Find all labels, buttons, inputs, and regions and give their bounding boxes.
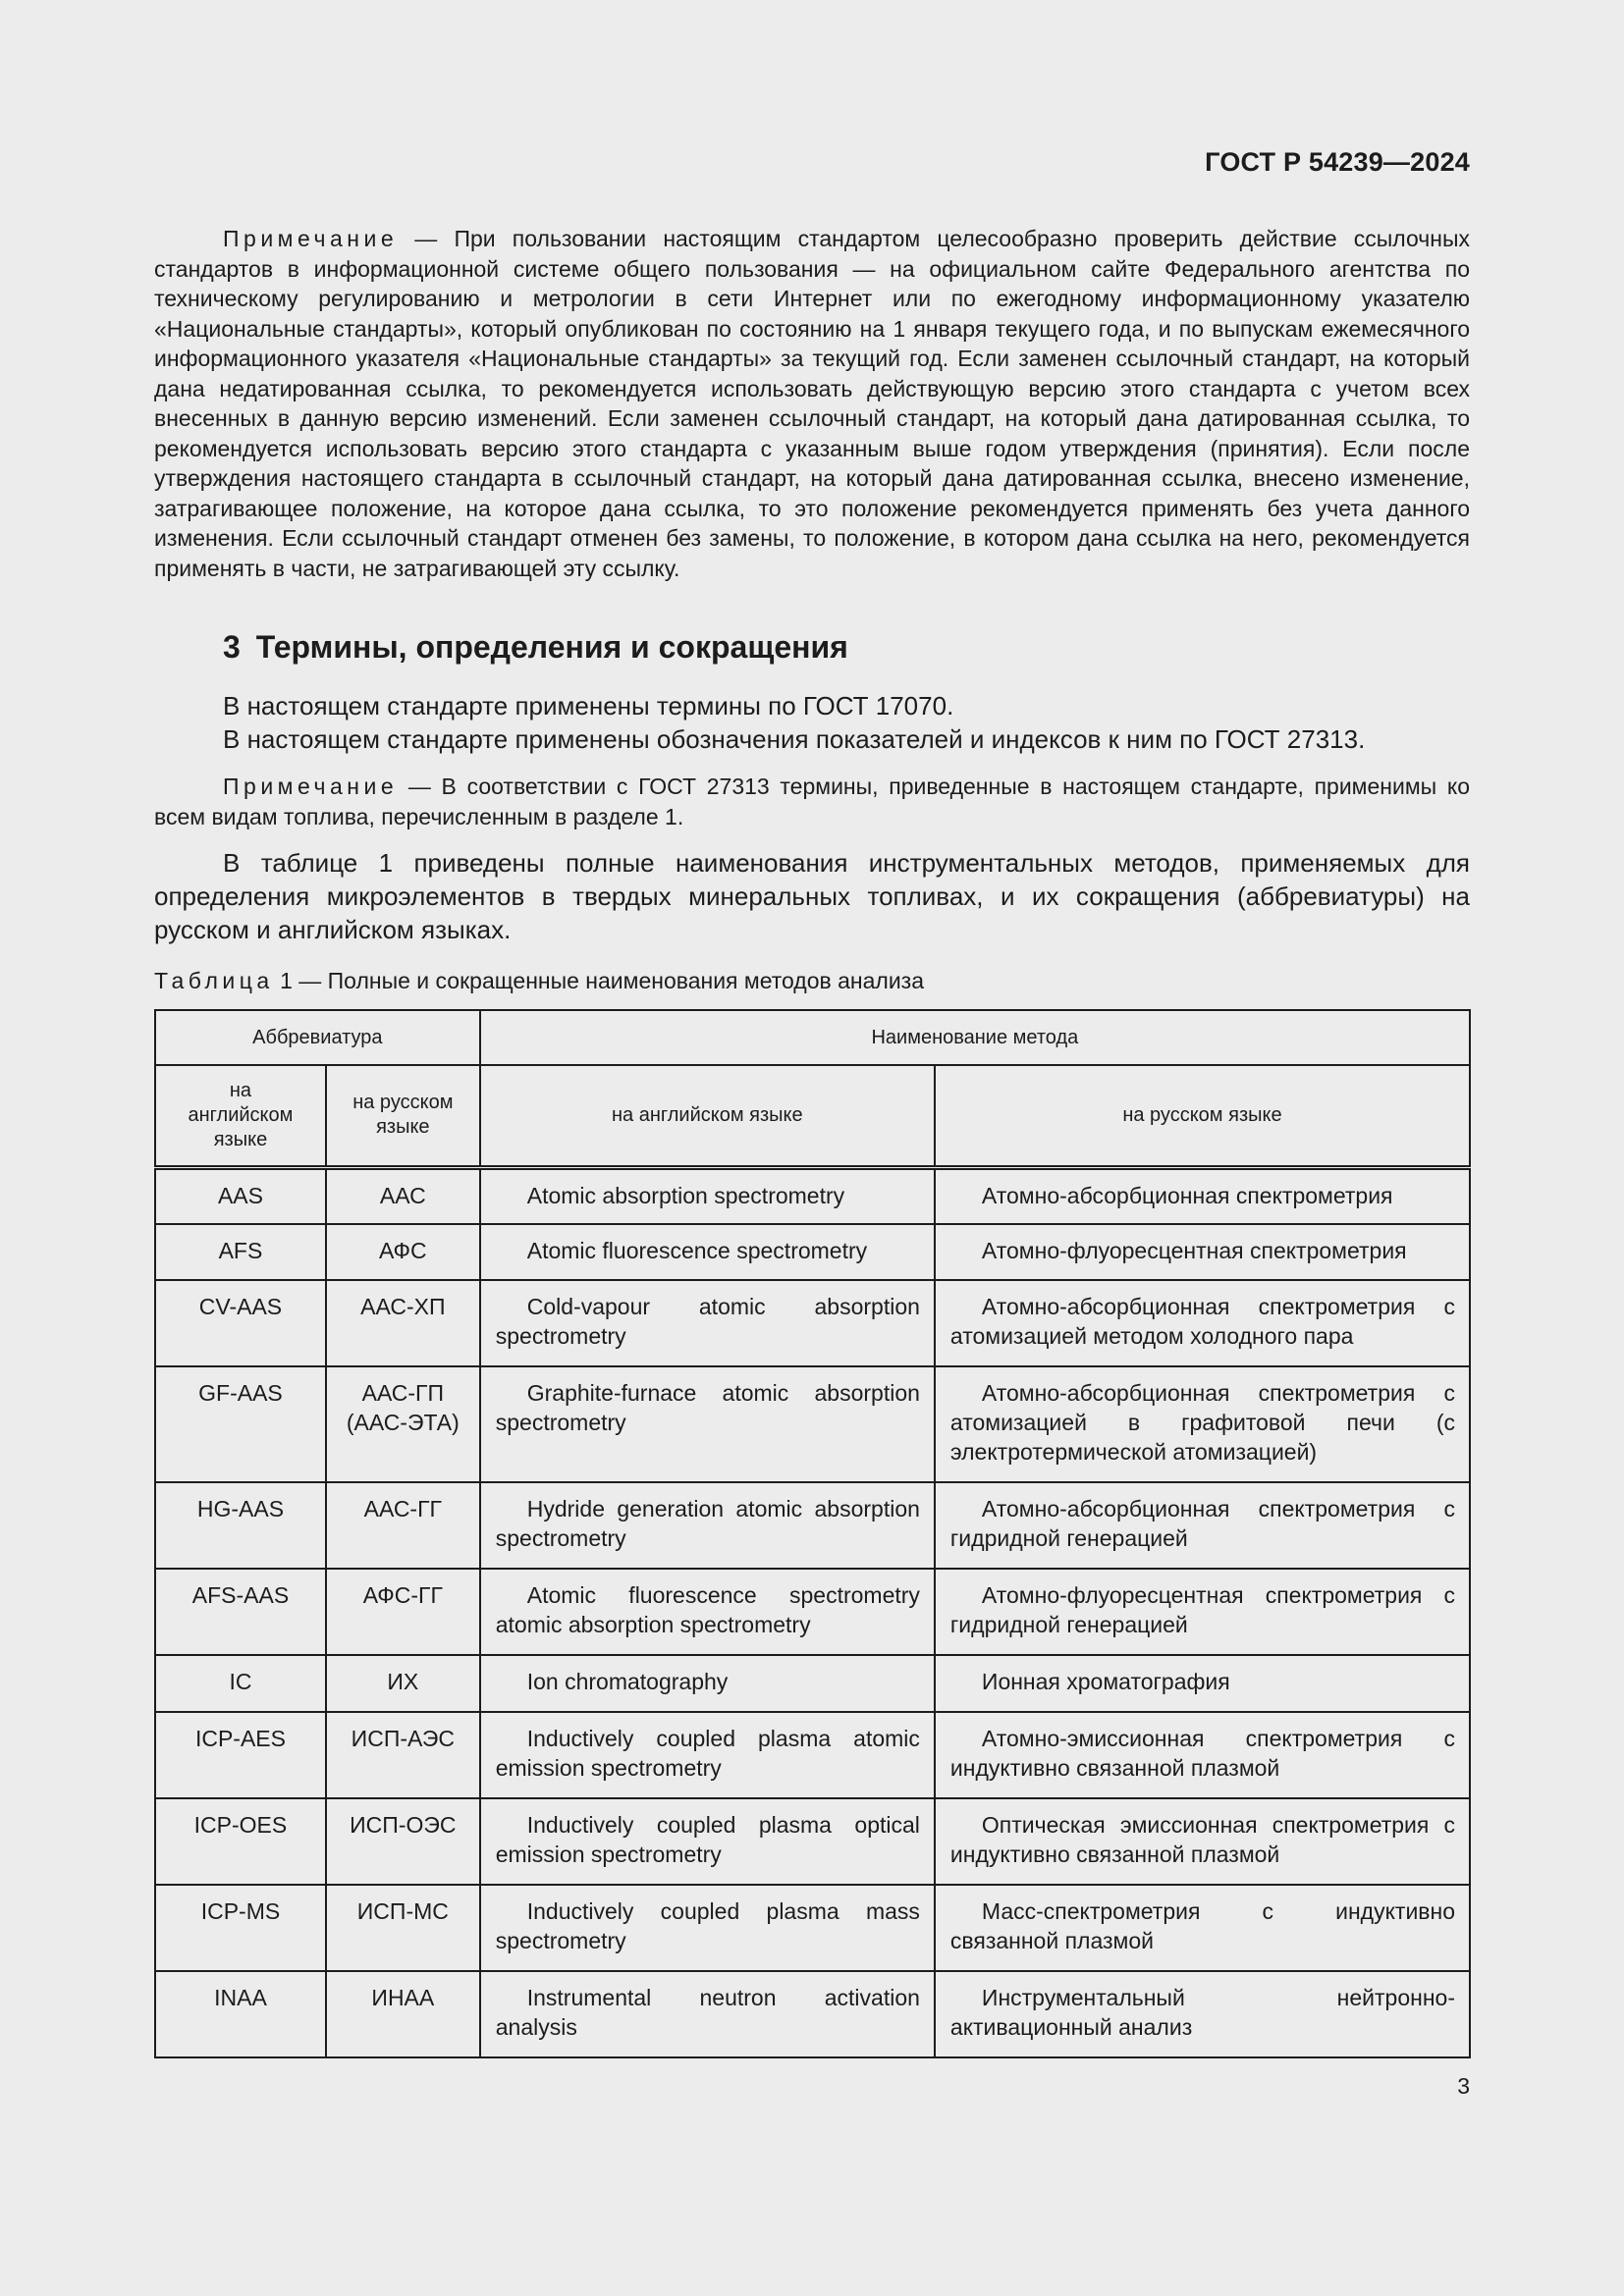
cell-name-russian: Атомно-флуоресцентная спектрометрия с гидридной генерацией xyxy=(935,1569,1470,1655)
cell-name-russian: Атомно-эмиссионная спектрометрия с индуктивно связанной плазмой xyxy=(935,1712,1470,1798)
section-number: 3 xyxy=(223,629,241,665)
cell-name-russian: Инструментальный нейтронно-активационный анализ xyxy=(935,1971,1470,2057)
table-row xyxy=(155,1885,1470,1971)
cell-abbr-russian: АФС xyxy=(326,1224,480,1280)
table-caption: Таблица 1 — Полные и сокращенные наименования методов анализа xyxy=(154,968,925,993)
cell-abbr-english: INAA xyxy=(155,1971,326,2057)
cell-name-russian: Атомно-абсорбционная спектрометрия xyxy=(935,1167,1470,1224)
header-abbr-english: на английском языке xyxy=(155,1065,326,1167)
cell-name-english: Atomic fluorescence spectrometry xyxy=(480,1224,935,1280)
table-row xyxy=(155,1280,1470,1366)
cell-name-russian: Атомно-флуоресцентная спектрометрия xyxy=(935,1224,1470,1280)
cell-name-english: Inductively coupled plasma optical emission spectrometry xyxy=(480,1798,935,1885)
note-text: — При пользовании настоящим стандартом целесообразно проверить действие ссылочных стандартов в информационной системе общего пользования — на официальном сайте Федерального агентства по техническому регулированию и метрологии в сети Интернет или по ежегодному информационному указателю «Национальные стандарты», который опубликован по состоянию на 1 января текущего года, и по выпускам ежемесячного информационного указателя «Национальные стандарты» за текущий год. Если заменен ссылочный стандарт, на который дана недатированная ссылка, то рекомендуется использовать действующую версию этого стандарта с учетом всех внесенных в данную версию изменений. Если заменен ссылочный стандарт, на который дана датированная ссылка, то рекомендуется использовать версию этого стандарта с указанным выше годом утверждения (принятия). Если после утверждения настоящего стандарта в ссылочный стандарт, на который дана датированная ссылка, внесено изменение, затрагивающее положение, на которое дана ссылка, то это положение рекомендуется применять без учета данного изменения. Если ссылочный стандарт отменен без замены, то положение, в котором дана ссылка на него, рекомендуется применять в части, не затрагивающей эту ссылку. xyxy=(154,226,1470,581)
header-abbreviation: Аббревиатура xyxy=(155,1010,480,1065)
header-abbr-russian: на русском языке xyxy=(326,1065,480,1167)
header-method-english: на английском языке xyxy=(480,1065,935,1167)
cell-abbr-english: IC xyxy=(155,1655,326,1712)
table-row xyxy=(155,1482,1470,1569)
methods-table xyxy=(154,1009,1471,2058)
cell-name-english: Instrumental neutron activation analysis xyxy=(480,1971,935,2057)
table-row xyxy=(155,1366,1470,1482)
cell-abbr-russian: АФС-ГГ xyxy=(326,1569,480,1655)
table-row xyxy=(155,1224,1470,1280)
cell-abbr-russian: ААС-ГП (ААС-ЭТА) xyxy=(326,1366,480,1482)
cell-abbr-russian: ИСП-АЭС xyxy=(326,1712,480,1798)
cell-abbr-russian: ААС-ХП xyxy=(326,1280,480,1366)
cell-abbr-english: GF-AAS xyxy=(155,1366,326,1482)
cell-abbr-english: ICP-MS xyxy=(155,1885,326,1971)
cell-abbr-english: AFS-AAS xyxy=(155,1569,326,1655)
table-row xyxy=(155,1798,1470,1885)
cell-abbr-russian: ИНАА xyxy=(326,1971,480,2057)
note-referenced-standards xyxy=(154,224,1470,583)
cell-abbr-russian: ИСП-МС xyxy=(326,1885,480,1971)
cell-abbr-russian: ИСП-ОЭС xyxy=(326,1798,480,1885)
cell-name-russian: Атомно-абсорбционная спектрометрия с атомизацией методом холодного пара xyxy=(935,1280,1470,1366)
table-row xyxy=(155,1569,1470,1655)
cell-name-russian: Ионная хроматография xyxy=(935,1655,1470,1712)
cell-name-russian: Атомно-абсорбционная спектрометрия с гидридной генерацией xyxy=(935,1482,1470,1569)
cell-name-english: Inductively coupled plasma atomic emission spectrometry xyxy=(480,1712,935,1798)
cell-abbr-english: CV-AAS xyxy=(155,1280,326,1366)
paragraph-table-intro: В таблице 1 приведены полные наименования инструментальных методов, применяемых для определения микроэлементов в твердых минеральных топливах, и их сокращения (аббревиатуры) на русском и английском языках. xyxy=(154,848,1470,944)
paragraph-symbols: В настоящем стандарте применены обозначения показателей и индексов к ним по ГОСТ 27313. xyxy=(223,724,1366,754)
table-row xyxy=(155,1167,1470,1224)
note-terms: Примечание — В соответствии с ГОСТ 27313 термины, приведенные в настоящем стандарте, применимы ко всем видам топлива, перечисленным в разделе 1. xyxy=(154,774,1470,829)
note-label: Примечание xyxy=(223,226,399,251)
cell-abbr-english: ICP-OES xyxy=(155,1798,326,1885)
cell-abbr-russian: ААС-ГГ xyxy=(326,1482,480,1569)
paragraph-terms: В настоящем стандарте применены термины по ГОСТ 17070. xyxy=(223,691,954,721)
section-title: Термины, определения и сокращения xyxy=(255,629,848,665)
cell-name-english: Cold-vapour atomic absorption spectrometry xyxy=(480,1280,935,1366)
cell-name-russian: Оптическая эмиссионная спектрометрия с индуктивно связанной плазмой xyxy=(935,1798,1470,1885)
cell-abbr-russian: ИХ xyxy=(326,1655,480,1712)
cell-name-russian: Масс-спектрометрия с индуктивно связанной плазмой xyxy=(935,1885,1470,1971)
cell-name-english: Atomic absorption spectrometry xyxy=(480,1167,935,1224)
cell-abbr-english: HG-AAS xyxy=(155,1482,326,1569)
cell-abbr-russian: ААС xyxy=(326,1167,480,1224)
section-heading xyxy=(223,629,848,666)
page-number: 3 xyxy=(1457,2073,1470,2099)
cell-name-english: Atomic fluorescence spectrometry atomic absorption spectrometry xyxy=(480,1569,935,1655)
table-body xyxy=(155,1167,1470,2057)
cell-name-english: Hydride generation atomic absorption spectrometry xyxy=(480,1482,935,1569)
cell-name-english: Graphite-furnace atomic absorption spectrometry xyxy=(480,1366,935,1482)
cell-abbr-english: AFS xyxy=(155,1224,326,1280)
cell-name-english: Ion chromatography xyxy=(480,1655,935,1712)
document-id: ГОСТ Р 54239—2024 xyxy=(1205,147,1470,177)
header-method-russian: на русском языке xyxy=(935,1065,1470,1167)
cell-name-russian: Атомно-абсорбционная спектрометрия с атомизацией в графитовой печи (с электротермической атомизацией) xyxy=(935,1366,1470,1482)
cell-abbr-english: AAS xyxy=(155,1167,326,1224)
header-method-name: Наименование метода xyxy=(480,1010,1470,1065)
cell-abbr-english: ICP-AES xyxy=(155,1712,326,1798)
table-row xyxy=(155,1712,1470,1798)
table-row xyxy=(155,1971,1470,2057)
cell-name-english: Inductively coupled plasma mass spectrometry xyxy=(480,1885,935,1971)
table-row xyxy=(155,1655,1470,1712)
